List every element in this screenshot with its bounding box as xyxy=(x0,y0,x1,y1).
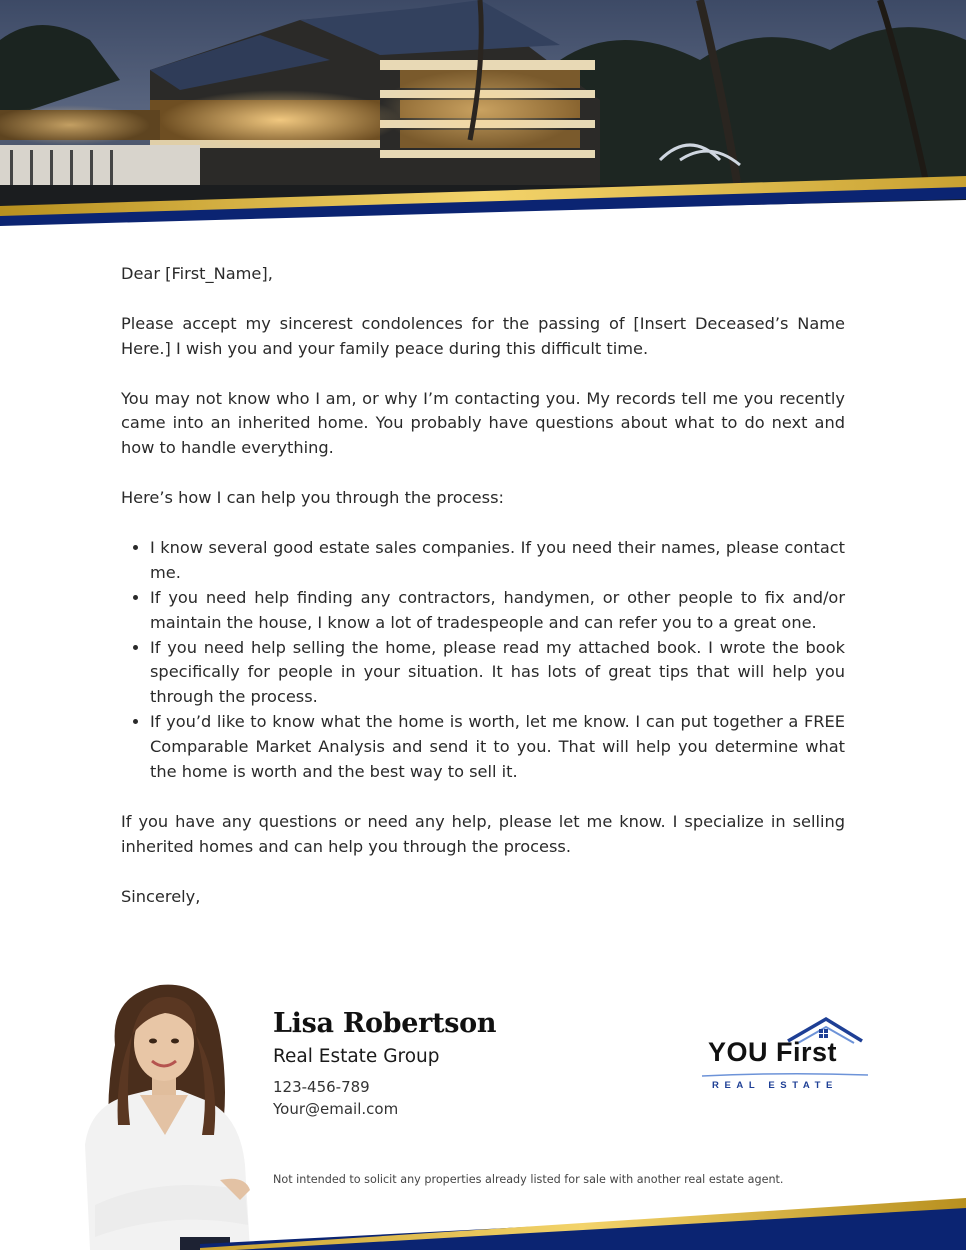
sign-off: Sincerely, xyxy=(121,886,201,906)
paragraph-introduction: You may not know who I am, or why I’m contacting you. My records tell me you recently came into an inherited home. You probably have questions about what to do next and how to handle everything. xyxy=(121,388,845,458)
paragraph-help-intro: Here’s how I can help you through the process: xyxy=(121,488,504,508)
agent-company: Real Estate Group xyxy=(273,1046,440,1067)
greeting: Dear [First_Name], xyxy=(121,264,273,283)
disclaimer-text: Not intended to solicit any properties already listed for sale with another real estate agent. xyxy=(273,1173,784,1186)
logo-tagline: REAL ESTATE xyxy=(712,1080,838,1091)
agent-name: Lisa Robertson xyxy=(273,1008,497,1039)
help-list xyxy=(121,536,845,785)
list-item: • If you’d like to know what the home is worth, let me know. I can put together a FREE Comparable Market Analysis and send it to you. That will help you determine what the home is worth and the best way to sell it. xyxy=(150,710,845,785)
paragraph-condolences: Please accept my sincerest condolences for the passing of [Insert Deceased’s Name Here.] I wish you and your family peace during this difficult time. xyxy=(121,313,845,358)
company-logo xyxy=(700,1015,870,1095)
agent-email: Your@email.com xyxy=(273,1100,399,1118)
agent-phone: 123-456-789 xyxy=(273,1078,370,1096)
list-item: • If you need help selling the home, please read my attached book. I wrote the book specifically for people in your situation. It has lots of great tips that will help you through the process. xyxy=(150,636,845,711)
footer-band xyxy=(0,1190,966,1250)
letter-body xyxy=(121,262,845,934)
logo-wordmark: YOU First xyxy=(708,1037,838,1067)
logo-underline xyxy=(700,1072,870,1078)
list-item: • I know several good estate sales companies. If you need their names, please contact me. xyxy=(150,536,845,586)
header-resort-photo xyxy=(0,0,966,230)
paragraph-closing: If you have any questions or need any help, please let me know. I specialize in selling inherited homes and can help you through the process. xyxy=(121,811,845,856)
list-item: • If you need help finding any contractors, handymen, or other people to fix and/or maintain the house, I know a lot of tradespeople and can refer you to a great one. xyxy=(150,586,845,636)
